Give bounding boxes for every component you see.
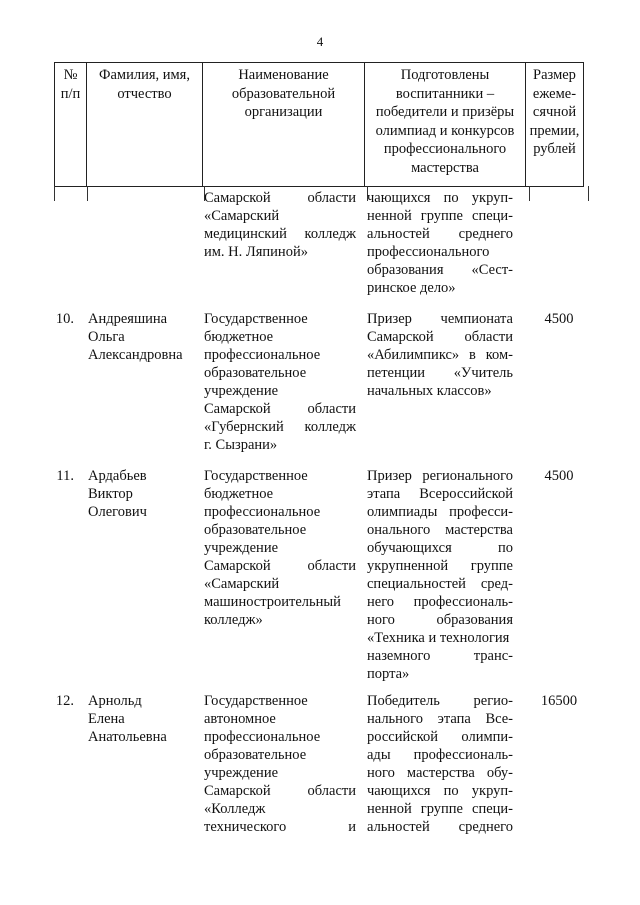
header-line: ежеме-: [532, 85, 577, 102]
person-name-line: Анатольевна: [88, 729, 167, 745]
word: ненной: [367, 801, 412, 817]
word: Самарской: [204, 190, 271, 206]
word: российской: [367, 729, 439, 745]
word: Самарской: [204, 558, 271, 574]
achievement-line: профессионального: [367, 244, 490, 260]
org-line: [204, 189, 356, 207]
word: мастерства: [406, 765, 475, 781]
column-divider: [529, 186, 530, 201]
org-line: образовательное: [204, 522, 307, 538]
org-line: бюджетное: [204, 329, 274, 345]
achievement-line: [367, 485, 513, 503]
word: среднего: [458, 226, 513, 242]
org-line: учреждение: [204, 765, 279, 781]
word: «Учитель: [453, 365, 513, 381]
achievement-line: [367, 521, 513, 539]
column-divider: [87, 186, 88, 201]
org-line: автономное: [204, 711, 276, 727]
achievement-line: [367, 539, 513, 557]
achievement-line: [367, 728, 513, 746]
prize-amount: 4500: [544, 311, 574, 327]
header-line: Наименование: [238, 67, 329, 83]
word: укруп-: [471, 783, 513, 799]
achievement-line: [367, 225, 513, 243]
word: в: [469, 347, 476, 363]
word: регионального: [422, 468, 513, 484]
word: Призер: [367, 468, 412, 484]
word: ады: [367, 747, 391, 763]
word: ного: [367, 612, 395, 628]
achievement-line: [367, 593, 513, 611]
word: по: [443, 783, 459, 799]
word: транс-: [473, 648, 513, 664]
word: обучающихся: [367, 540, 452, 556]
person-name-line: Андреяшина: [88, 311, 168, 327]
achievement-line: [367, 557, 513, 575]
word: Победитель: [367, 693, 440, 709]
header-line: №: [63, 67, 78, 83]
org-line: машиностроительный: [204, 594, 341, 610]
page-number: 4: [316, 34, 324, 49]
word: области: [307, 558, 356, 574]
word: Все-: [485, 711, 513, 727]
word: образования: [436, 612, 513, 628]
table-header: [54, 62, 584, 187]
header-line: образовательной: [231, 85, 336, 102]
word: технического: [204, 819, 287, 835]
org-line: [204, 557, 356, 575]
header-line: премии,: [529, 122, 580, 139]
word: по: [497, 540, 513, 556]
word: специ-: [472, 208, 513, 224]
person-name-line: Ольга: [88, 329, 125, 345]
org-line: [204, 818, 356, 836]
achievement-line: [367, 346, 513, 364]
word: чающихся: [367, 190, 431, 206]
person-name-line: Олегович: [88, 504, 147, 520]
column-divider: [54, 186, 55, 201]
prize-amount: 16500: [540, 693, 578, 709]
org-line: [204, 418, 356, 436]
person-name-line: Ардабьев: [88, 468, 147, 484]
word: группе: [420, 801, 463, 817]
word: чемпионата: [440, 311, 513, 327]
person-name-line: Виктор: [88, 486, 133, 502]
header-achievement: [365, 63, 526, 187]
achievement-line: [367, 310, 513, 328]
header-line: олимпиад и конкурсов: [375, 122, 515, 139]
achievement-line: [367, 647, 513, 665]
word: альностей: [367, 226, 430, 242]
word: группе: [470, 558, 513, 574]
word: альностей: [367, 819, 430, 835]
word: ного: [367, 765, 395, 781]
word: укрупненной: [367, 558, 449, 574]
org-line: Государственное: [204, 693, 308, 709]
word: регио-: [473, 693, 513, 709]
org-line: образовательное: [204, 747, 307, 763]
word: и: [348, 819, 356, 835]
prize-amount: 4500: [544, 468, 574, 484]
header-line: Подготовлены: [400, 67, 490, 83]
achievement-line: [367, 710, 513, 728]
org-line: учреждение: [204, 383, 279, 399]
word: ком-: [485, 347, 513, 363]
header-prize: [526, 63, 584, 187]
achievement-line: [367, 800, 513, 818]
org-line: «Самарский: [204, 208, 280, 224]
achievement-line: [367, 189, 513, 207]
org-line: «Самарский: [204, 576, 280, 592]
word: олимпиады: [367, 504, 438, 520]
word: по: [443, 190, 459, 206]
word: профессиональ-: [413, 747, 513, 763]
word: Призер: [367, 311, 412, 327]
achievement-line: [367, 782, 513, 800]
word: професси-: [449, 504, 513, 520]
achievement-line: [367, 207, 513, 225]
header-line: п/п: [60, 85, 81, 102]
header-line: рублей: [533, 141, 576, 157]
org-line: учреждение: [204, 540, 279, 556]
word: укруп-: [471, 190, 513, 206]
achievement-line: «Техника и технология: [367, 630, 510, 646]
achievement-line: [367, 364, 513, 382]
achievement-line: [367, 261, 513, 279]
org-line: профессиональное: [204, 504, 321, 520]
word: петенции: [367, 365, 426, 381]
word: медицинский: [204, 226, 287, 242]
person-name-line: Александровна: [88, 347, 183, 363]
word: области: [307, 401, 356, 417]
header-line: профессионального: [383, 141, 507, 157]
word: профессиональ-: [413, 594, 513, 610]
org-line: профессиональное: [204, 729, 321, 745]
header-line: мастерства: [411, 159, 479, 176]
achievement-line: [367, 692, 513, 710]
word: «Абилимпикс»: [367, 347, 460, 363]
achievement-line: ринское дело»: [367, 280, 456, 296]
word: этапа: [367, 486, 401, 502]
achievement-line: [367, 611, 513, 629]
header-line: победители и призёры: [375, 104, 515, 120]
header-num: [55, 63, 87, 187]
org-line: бюджетное: [204, 486, 274, 502]
org-line: Государственное: [204, 311, 308, 327]
word: наземного: [367, 648, 431, 664]
person-name-line: Елена: [88, 711, 125, 727]
word: Самарской: [204, 401, 271, 417]
achievement-line: [367, 818, 513, 836]
achievement-line: [367, 503, 513, 521]
header-line: Размер: [533, 67, 576, 83]
word: ненной: [367, 208, 412, 224]
achievement-line: [367, 467, 513, 485]
row-number: 12.: [55, 693, 74, 709]
achievement-line: [367, 746, 513, 764]
achievement-line: [367, 328, 513, 346]
word: области: [307, 783, 356, 799]
word: мастерства: [445, 522, 513, 538]
header-line: организации: [244, 104, 323, 120]
org-line: профессиональное: [204, 347, 321, 363]
word: специ-: [472, 801, 513, 817]
word: среднего: [458, 819, 513, 835]
header-name: [87, 63, 203, 187]
word: образования: [367, 262, 444, 278]
word: него: [367, 594, 395, 610]
word: «Сест-: [471, 262, 513, 278]
achievement-line: [367, 575, 513, 593]
org-line: [204, 400, 356, 418]
org-line: им. Н. Ляпиной»: [204, 244, 308, 260]
org-line: «Колледж: [204, 801, 266, 817]
word: области: [307, 190, 356, 206]
achievement-line: начальных классов»: [367, 383, 492, 399]
column-divider: [588, 186, 589, 201]
word: сред-: [480, 576, 513, 592]
word: этапа: [437, 711, 471, 727]
org-line: Государственное: [204, 468, 308, 484]
word: группе: [420, 208, 463, 224]
word: специальностей: [367, 576, 466, 592]
row-number: 11.: [56, 468, 74, 484]
header-org: [203, 63, 365, 187]
word: олимпи-: [461, 729, 513, 745]
word: Самарской: [367, 329, 434, 345]
org-line: колледж»: [204, 612, 263, 628]
org-line: г. Сызрани»: [204, 437, 278, 453]
word: Всероссийской: [419, 486, 513, 502]
header-line: отчество: [117, 85, 172, 102]
word: онального: [367, 522, 431, 538]
word: нального: [367, 711, 424, 727]
person-name-line: Арнольд: [88, 693, 142, 709]
achievement-line: порта»: [367, 666, 410, 682]
word: «Губернский: [204, 419, 284, 435]
word: Самарской: [204, 783, 271, 799]
word: колледж: [304, 226, 356, 242]
header-line: Фамилия, имя,: [99, 67, 190, 83]
org-line: образовательное: [204, 365, 307, 381]
word: чающихся: [367, 783, 431, 799]
org-line: [204, 225, 356, 243]
header-line: воспитанники –: [395, 85, 495, 102]
word: обу-: [486, 765, 513, 781]
achievement-line: [367, 764, 513, 782]
row-number: 10.: [55, 311, 74, 327]
header-line: сячной: [532, 104, 577, 120]
word: области: [464, 329, 513, 345]
word: колледж: [304, 419, 356, 435]
org-line: [204, 782, 356, 800]
